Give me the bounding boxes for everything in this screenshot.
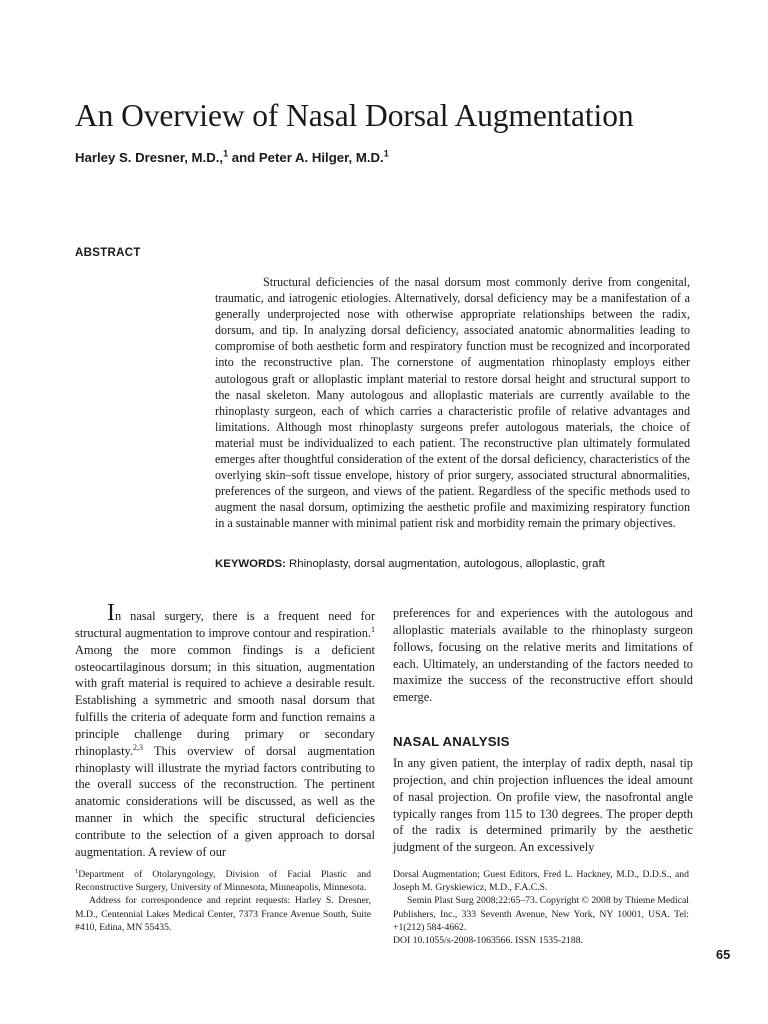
citation-marker: 2,3 — [133, 742, 144, 752]
author-conjunction: and — [228, 150, 259, 165]
body-text: Among the more common findings is a deficient osteocartilaginous dorsum; in this situation, augmentation with graft material is required to achieve a desirable result. Establishing a symmetric and smooth nasal dorsum that fulfills the criteria of adequate form and function remains a principle challenge during primary or secondary rhinoplasty. — [75, 642, 375, 758]
footnote-marker: 1 — [75, 867, 79, 875]
article-title: An Overview of Nasal Dorsal Augmentation — [75, 98, 634, 133]
page-number: 65 — [716, 947, 731, 962]
affiliation-marker: 1 — [223, 148, 229, 159]
correspondence-footnote: Address for correspondence and reprint requests: Harley S. Dresner, M.D., Centennial Lakes Medical Center, 7373 France Avenue South, Suite #410, Edina, MN 55435. — [75, 895, 371, 933]
body-text: n nasal surgery, there is a frequent need for structural augmentation to improve contour and respiration. — [75, 609, 375, 640]
doi-footnote: DOI 10.1055/s-2008-1063566. ISSN 1535-2188. — [393, 935, 583, 947]
footnote-affiliation — [75, 868, 371, 934]
author-line — [75, 150, 715, 166]
affiliation-marker: 1 — [383, 148, 389, 159]
body-text: This overview of dorsal augmentation rhinoplasty will illustrate the myriad factors contributing to the overall success of the reconstruction. The pertinent anatomic considerations will be discussed, as well as the manner in which the specific structural deficiencies contribute to the selection of a given approach to dorsal augmentation. A review of our — [75, 743, 375, 859]
citation-marker: 1 — [371, 624, 375, 634]
author-name: Peter A. Hilger, M.D. — [258, 150, 384, 165]
body-column-right-intro: preferences for and experiences with the autologous and alloplastic materials available to the rhinoplasty surgeon follows, focusing on the relative merits and limitations of each. Ultimately, an understanding of the factors needed to maximize the success of the reconstructive effort should emerge. — [393, 606, 693, 705]
section-body-text: In any given patient, the interplay of radix depth, nasal tip projection, and chin projection influences the ideal amount of nasal projection. On profile view, the nasofrontal angle typically ranges from 115 to 130 degrees. The proper depth of the radix is determined primarily by the aesthetic judgment of the surgeon. An excessively — [393, 756, 693, 855]
body-column-left — [75, 600, 375, 861]
keywords-line — [215, 557, 690, 571]
keywords-list: Rhinoplasty, dorsal augmentation, autologous, alloplastic, graft — [285, 558, 605, 570]
abstract-heading: ABSTRACT — [75, 247, 141, 259]
keywords-label: KEYWORDS: — [215, 558, 286, 570]
section-heading: NASAL ANALYSIS — [393, 734, 510, 749]
affiliation-text: Department of Otolaryngology, Division of Facial Plastic and Reconstructive Surgery, University of Minnesota, Minneapolis, Minnesota. — [75, 869, 371, 894]
author-name: Harley S. Dresner, M.D., — [75, 150, 224, 165]
footnote-publication — [393, 868, 689, 947]
issue-footnote: Dorsal Augmentation; Guest Editors, Fred L. Hackney, M.D., D.D.S., and Joseph M. Gryskiewicz, M.D., F.A.C.S. — [393, 869, 689, 894]
abstract-text: Structural deficiencies of the nasal dorsum most commonly derive from congenital, traumatic, and iatrogenic etiologies. Alternatively, dorsal deficiency may be a manifestation of a generally underprojected nose with otherwise appropriate relationships between the radix, dorsum, and tip. In analyzing dorsal deficiency, associated anatomic abnormalities leading to compromise of both aesthetic form and respiratory function must be recognized and incorporated into the reconstructive plan. The cornerstone of augmentation rhinoplasty employs either autologous graft or alloplastic implant material to restore dorsal height and structural support to the nasal skeleton. Many autologous and alloplastic materials are currently available to the rhinoplasty surgeon, each of which carries a characteristic profile of relative advantages and limitations. Although most rhinoplasty surgeons prefer autologous materials, the choice of material must be individualized to each patient. The reconstructive plan ultimately formulated emerges after thoughtful consideration of the extent of the dorsal deficiency, characteristics of the overlying skin–soft tissue envelope, history of prior surgery, associated structural abnormalities, preferences of the surgeon, and views of the patient. Regardless of the specific methods used to augment the nasal dorsum, optimizing the aesthetic profile and maximizing respiratory function in a sustainable manner with minimal patient risk and morbidity remain the primary objectives. — [215, 275, 690, 531]
affiliation-footnote — [75, 868, 371, 894]
citation-footnote: Semin Plast Surg 2008;22:65–73. Copyright © 2008 by Thieme Medical Publishers, Inc., 333 Seventh Avenue, New York, NY 10001, USA. Tel: +1(212) 584-4662. — [393, 895, 689, 933]
drop-cap: I — [107, 600, 115, 626]
